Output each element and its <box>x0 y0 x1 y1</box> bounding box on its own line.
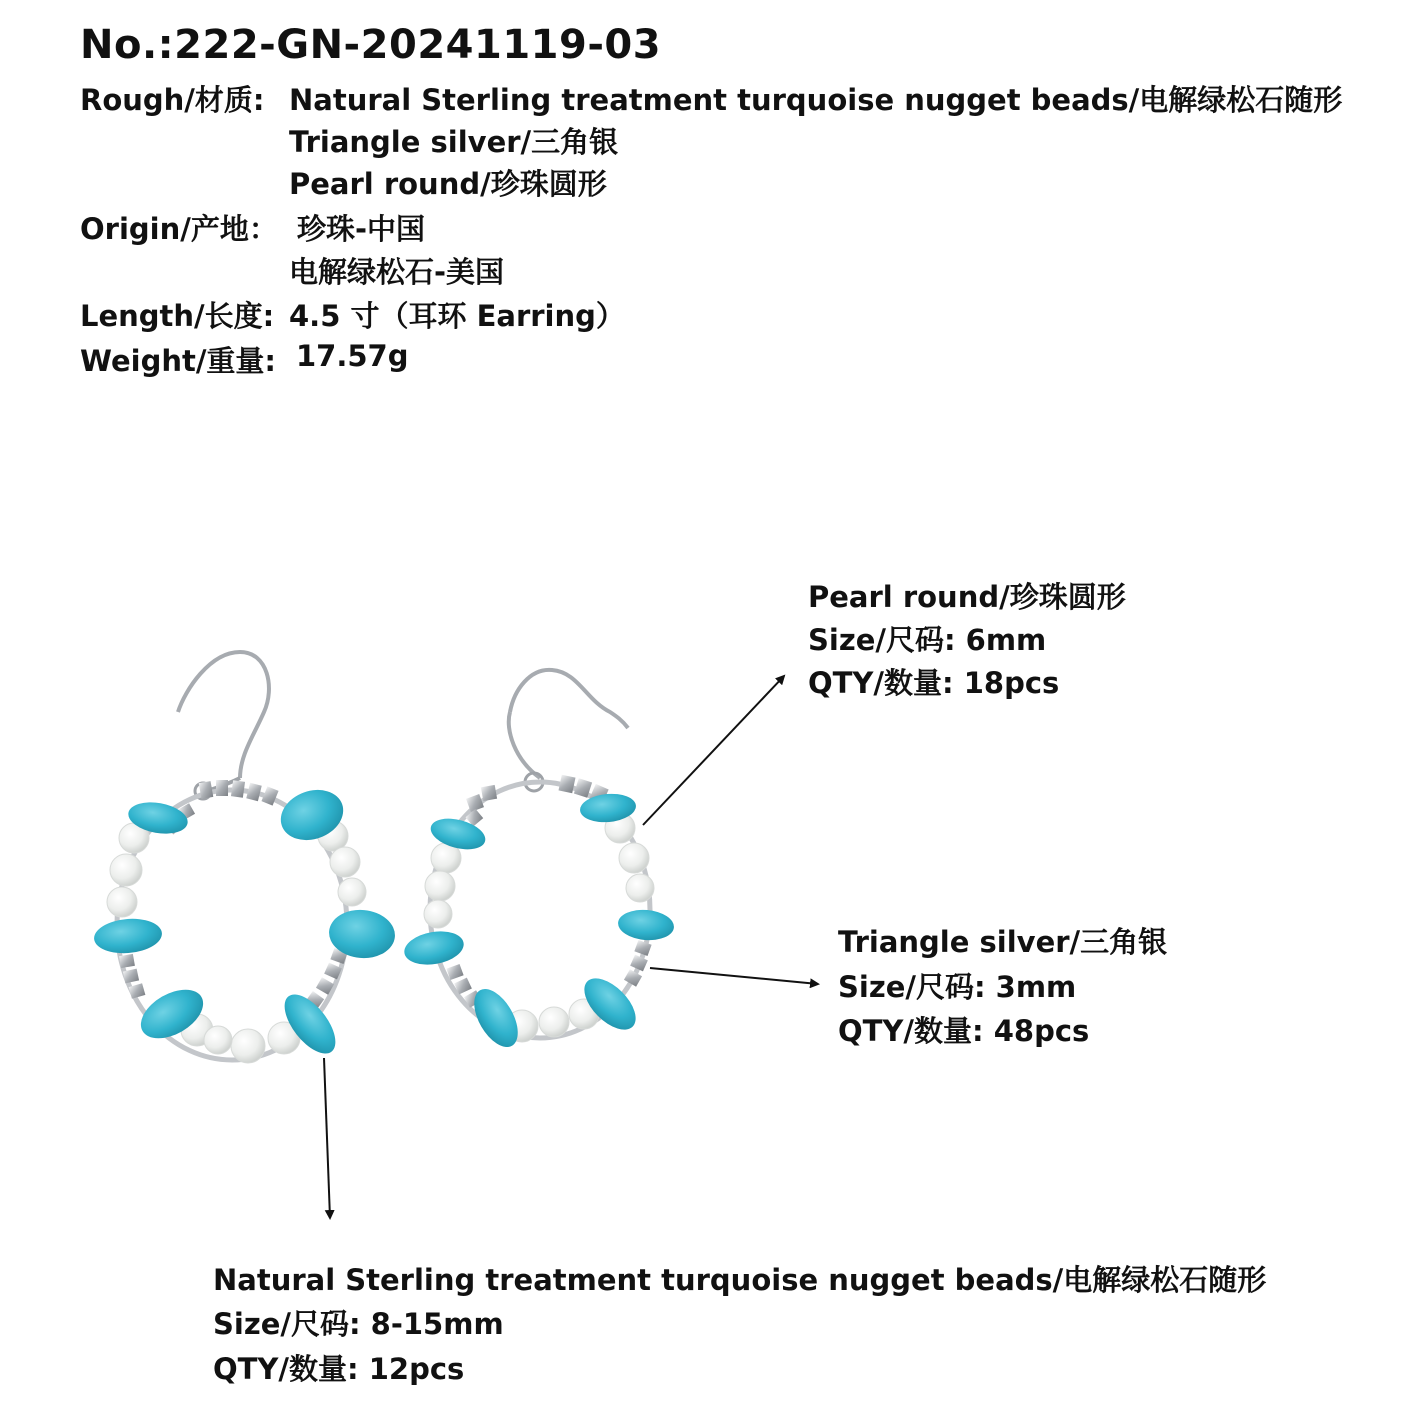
pearl-callout-qty: QTY/数量: 18pcs <box>808 666 1060 700</box>
pearl-callout-size: Size/尺码: 6mm <box>808 623 1047 657</box>
product-number: No.:222-GN-20241119-03 <box>80 22 662 68</box>
rough-material-3: Pearl round/珍珠圆形 <box>289 167 607 201</box>
origin-label: Origin/产地： <box>80 212 278 246</box>
left-turquoise-nuggets <box>93 782 397 1063</box>
turquoise-callout-size: Size/尺码: 8-15mm <box>213 1307 504 1341</box>
rough-material-1: Natural Sterling treatment turquoise nugget beads/电解绿松石随形 <box>289 83 1343 117</box>
right-earring <box>402 670 676 1054</box>
turquoise-callout-arrow <box>324 1058 330 1218</box>
weight-label: Weight/重量: <box>80 344 277 378</box>
left-earring <box>93 652 397 1063</box>
origin-value-1: 珍珠-中国 <box>297 212 426 246</box>
turquoise-callout-qty: QTY/数量: 12pcs <box>213 1352 465 1386</box>
rough-label: Rough/材质: <box>80 83 265 117</box>
silver-callout-size: Size/尺码: 3mm <box>838 970 1077 1004</box>
rough-material-2: Triangle silver/三角银 <box>289 125 619 159</box>
right-ear-hook <box>510 670 628 728</box>
turquoise-callout-name: Natural Sterling treatment turquoise nugget beads/电解绿松石随形 <box>213 1263 1267 1297</box>
weight-value: 17.57g <box>296 339 409 373</box>
origin-value-2: 电解绿松石-美国 <box>289 255 505 289</box>
silver-callout-arrow <box>650 968 818 984</box>
pearl-callout-name: Pearl round/珍珠圆形 <box>808 580 1126 614</box>
silver-callout-name: Triangle silver/三角银 <box>838 925 1168 959</box>
silver-callout-qty: QTY/数量: 48pcs <box>838 1014 1090 1048</box>
left-ear-hook <box>178 652 269 778</box>
pearl-callout-arrow <box>643 676 784 825</box>
length-value: 4.5 寸（耳环 Earring） <box>289 299 625 333</box>
length-label: Length/长度: <box>80 299 275 333</box>
